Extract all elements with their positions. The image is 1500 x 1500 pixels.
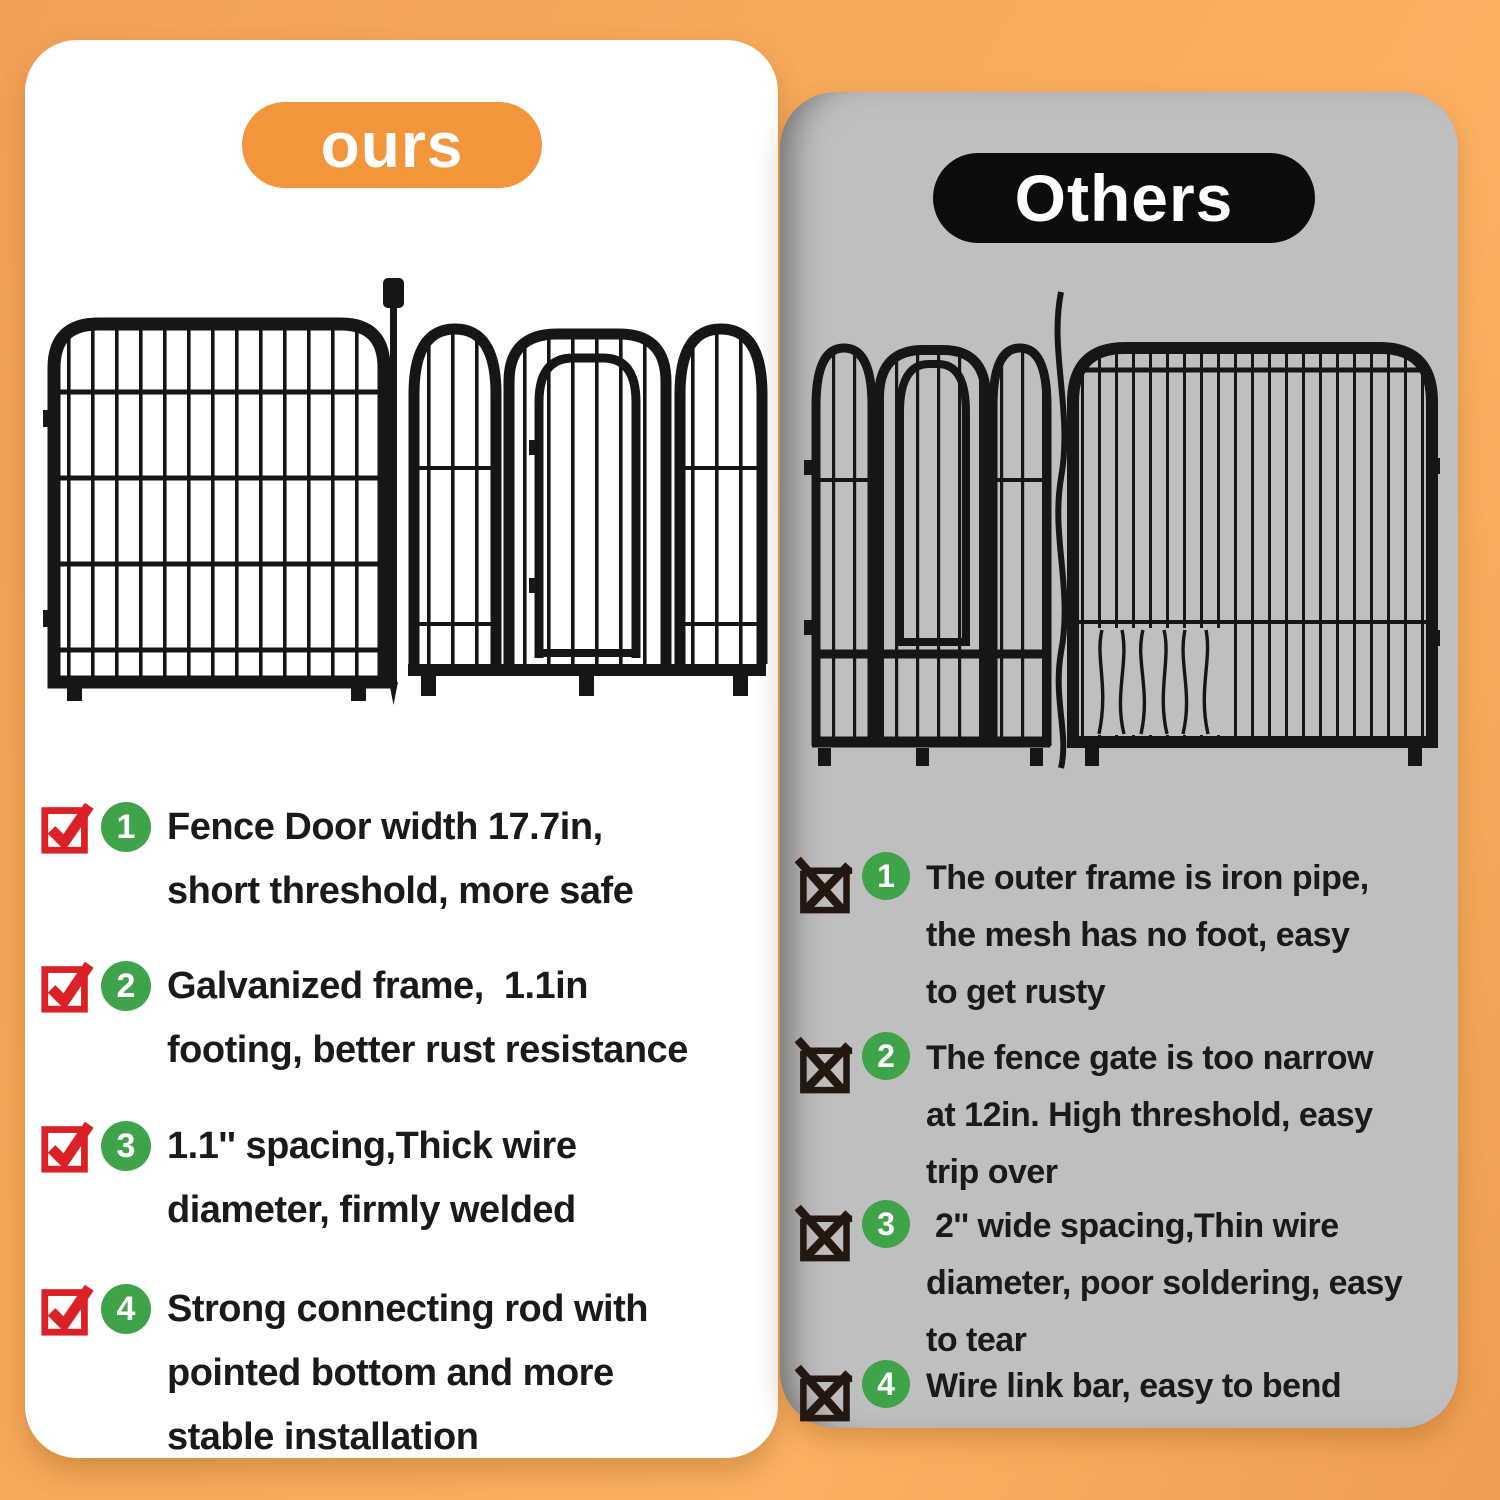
ours-square-panel [43, 324, 384, 701]
others-flaw-item-3 [794, 1198, 1402, 1369]
ours-badge [242, 102, 542, 188]
ours-feature-item-3 [39, 1117, 576, 1242]
feature-text-line: footing, better rust resistance [167, 1029, 688, 1071]
feature-text-line: stable installation [167, 1416, 479, 1458]
feature-text-line: Fence Door width 17.7in, [167, 806, 603, 848]
feature-text-line: diameter, firmly welded [167, 1189, 576, 1231]
number-badge: 1 [101, 802, 151, 852]
crossed-box-icon [794, 1198, 854, 1262]
feature-text-line: short threshold, more safe [167, 870, 634, 912]
others-wire-link-bar [1058, 292, 1065, 768]
flaw-text-line: to tear [926, 1321, 1027, 1359]
checkbox-checked-icon [39, 957, 97, 1015]
others-flaw-item-4 [794, 1358, 1341, 1422]
feature-text-line: 1.1'' spacing,Thick wire [167, 1125, 577, 1167]
feature-text-line: Strong connecting rod with [167, 1288, 648, 1330]
flaw-text-line: Wire link bar, easy to bend [926, 1367, 1342, 1405]
flaw-text-line: The outer frame is iron pipe, [926, 859, 1369, 897]
flaw-text-line: to get rusty [926, 973, 1106, 1011]
others-product-image [802, 290, 1452, 770]
flaw-text-line: the mesh has no foot, easy [926, 916, 1350, 954]
feature-text-line: Galvanized frame, 1.1in [167, 965, 588, 1007]
others-door-panel-group [804, 348, 1050, 766]
others-flaw-item-1 [794, 850, 1369, 1021]
crossed-box-icon [794, 1358, 854, 1422]
number-badge: 4 [101, 1284, 151, 1334]
number-badge: 3 [862, 1200, 910, 1248]
ours-badge-label: ours [320, 109, 464, 181]
flaw-text-line: at 12in. High threshold, easy [926, 1096, 1373, 1134]
ours-feature-item-2 [39, 957, 688, 1082]
crossed-box-icon [794, 1030, 854, 1094]
ours-feature-item-4 [39, 1280, 648, 1469]
checkbox-checked-icon [39, 798, 97, 856]
number-badge: 1 [862, 852, 910, 900]
others-badge [933, 153, 1315, 243]
number-badge: 3 [101, 1121, 151, 1171]
others-large-panel [1073, 348, 1440, 766]
flaw-text-line: trip over [926, 1153, 1058, 1191]
flaw-text-line: diameter, poor soldering, easy [926, 1264, 1403, 1302]
checkbox-checked-icon [39, 1117, 97, 1175]
ours-feature-item-1 [39, 798, 633, 923]
ours-panel [25, 40, 778, 1458]
number-badge: 4 [862, 1360, 910, 1408]
flaw-text-line: 2'' wide spacing,Thin wire [926, 1207, 1339, 1245]
checkbox-checked-icon [39, 1280, 97, 1338]
flaw-text-line: The fence gate is too narrow [926, 1039, 1373, 1077]
number-badge: 2 [862, 1032, 910, 1080]
others-flaw-item-2 [794, 1030, 1373, 1201]
crossed-box-icon [794, 850, 854, 914]
others-panel [780, 92, 1458, 1428]
ours-door-panel-group [408, 329, 766, 696]
feature-text-line: pointed bottom and more [167, 1352, 614, 1394]
others-badge-label: Others [1014, 161, 1234, 235]
ours-product-image [33, 272, 773, 707]
number-badge: 2 [101, 961, 151, 1011]
